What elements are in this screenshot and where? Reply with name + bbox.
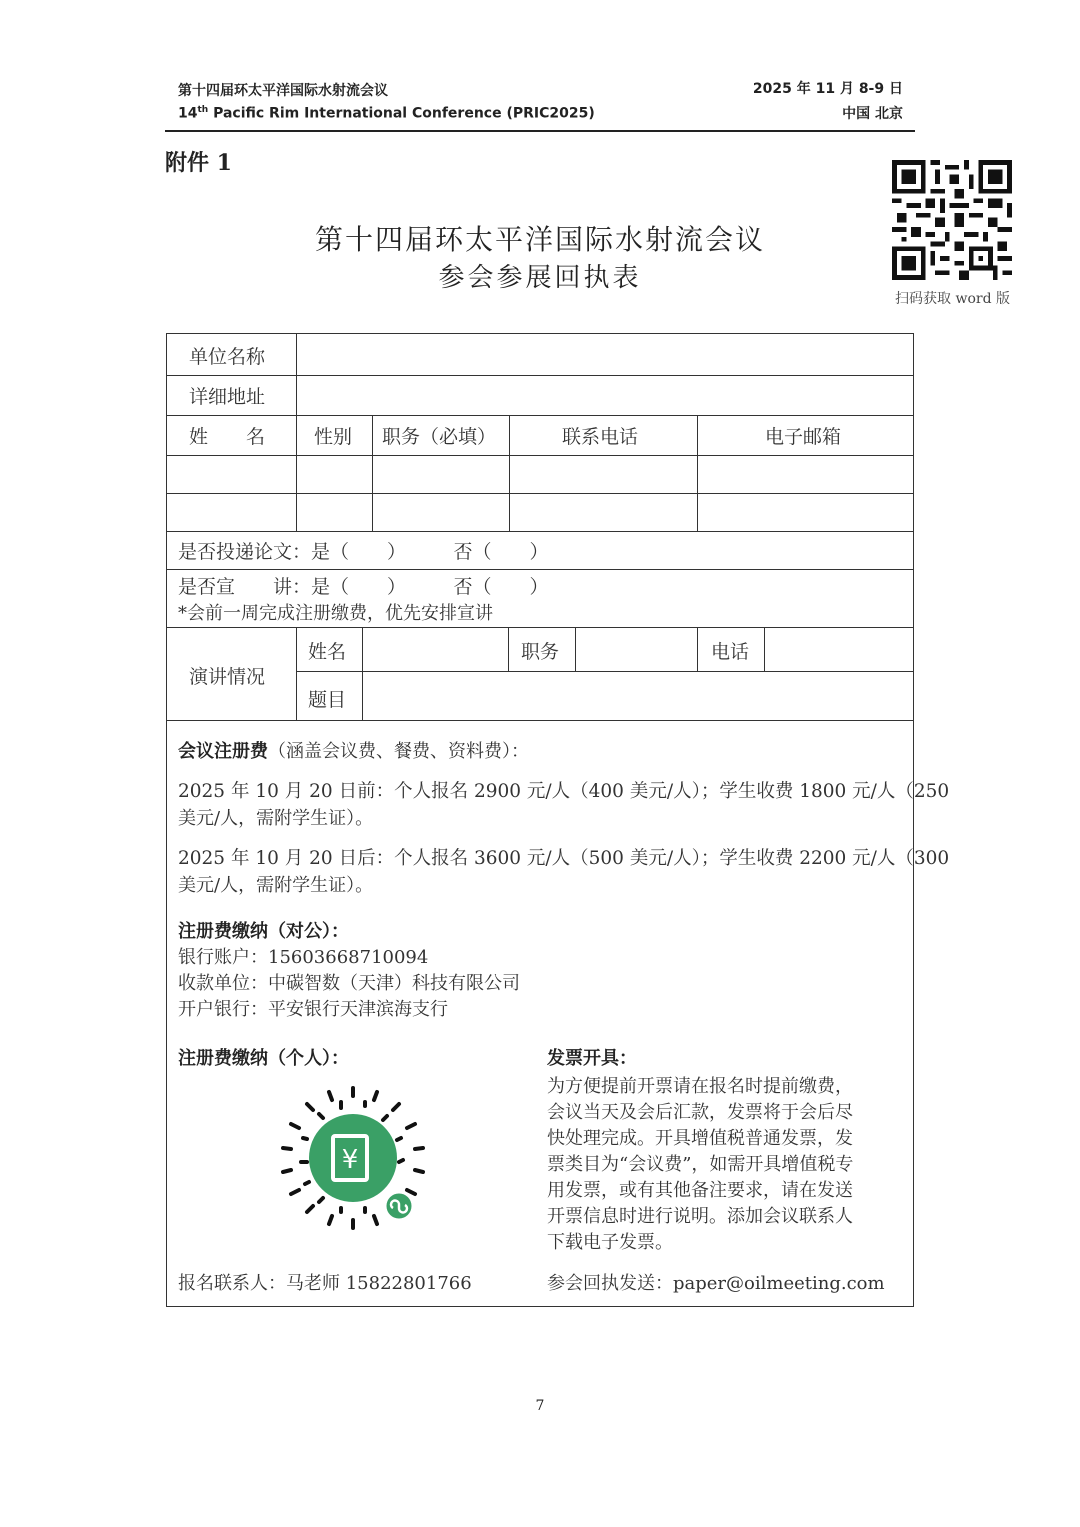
unit-name-field[interactable] — [307, 336, 907, 373]
col-divider — [697, 415, 698, 531]
col-header-position: 职务（必填） — [382, 426, 497, 448]
paper-submission-question: 是否投递论文：是（ ） 否（ ） — [178, 541, 549, 563]
speech-position-label: 职务 — [521, 641, 560, 663]
row-divider — [167, 415, 913, 416]
invoice-heading: 发票开具： — [547, 1048, 637, 1069]
col-header-phone: 联系电话 — [562, 426, 639, 448]
invoice-line: 开票信息时进行说明。添加会议联系人 — [547, 1206, 853, 1227]
row-divider — [167, 531, 913, 532]
col-divider — [296, 415, 297, 531]
col-divider — [296, 334, 297, 415]
header-divider — [165, 130, 915, 132]
col-divider — [296, 627, 297, 720]
row-divider — [297, 671, 913, 672]
col-divider — [362, 627, 363, 720]
speech-note: *会前一周完成注册缴费，优先安排宣讲 — [178, 603, 493, 624]
payment-qr-code-icon[interactable] — [279, 1084, 427, 1232]
col-divider — [575, 627, 576, 671]
invoice-line: 为方便提前开票请在报名时提前缴费， — [547, 1076, 853, 1097]
row-divider — [167, 493, 913, 494]
speech-topic-label: 题目 — [308, 689, 347, 711]
bank-name: 开户银行：平安银行天津滨海支行 — [178, 999, 448, 1020]
receipt-send-to[interactable]: 参会回执发送：paper@oilmeeting.com — [547, 1273, 885, 1294]
speech-phone-label: 电话 — [711, 641, 750, 663]
bank-account: 银行账户：15603668710094 — [178, 947, 429, 968]
attachment-label: 附件 1 — [165, 150, 232, 176]
word-version-qr-code-icon[interactable] — [891, 160, 1013, 280]
registration-form — [166, 333, 950, 1307]
header-date: 2025 年 11 月 8-9 日 — [752, 81, 903, 97]
fee-after-line1: 2025 年 10 月 20 日后：个人报名 3600 元/人（500 美元/人）；学生收费 2200 元/人（300 — [178, 848, 950, 869]
page-number: 7 — [535, 1398, 545, 1414]
invoice-line: 快处理完成。开具增值税普通发票，发 — [547, 1128, 853, 1149]
payee: 收款单位：中碳智数（天津）科技有限公司 — [178, 973, 520, 994]
yuan-symbol: ¥ — [341, 1145, 359, 1175]
col-header-email: 电子邮箱 — [765, 426, 842, 448]
header-title-en: 14th Pacific Rim International Conference (PRIC2025) — [178, 105, 595, 122]
invoice-line: 用发票，或有其他备注要求，请在发送 — [547, 1180, 853, 1201]
header-location: 中国 北京 — [842, 106, 903, 122]
header-title-cn: 第十四届环太平洋国际水射流会议 — [178, 83, 388, 99]
address-label: 详细地址 — [189, 386, 266, 408]
row-divider — [167, 455, 913, 456]
col-header-name: 姓 名 — [189, 426, 266, 448]
doc-title-line2: 参会参展回执表 — [438, 263, 642, 293]
fee-heading: 会议注册费（涵盖会议费、餐费、资料费）： — [178, 741, 529, 762]
qr-caption: 扫码获取 word 版 — [895, 291, 1010, 307]
row-divider — [167, 720, 913, 721]
corporate-payment-heading: 注册费缴纳（对公）： — [178, 921, 349, 942]
speech-question: 是否宣 讲：是（ ） 否（ ） — [178, 576, 549, 598]
invoice-line: 票类目为“会议费”，如需开具增值税专 — [547, 1154, 854, 1175]
row-divider — [167, 627, 913, 628]
col-divider — [508, 627, 509, 671]
attendee-name-field[interactable] — [169, 458, 294, 491]
col-divider — [697, 627, 698, 671]
col-header-gender: 性别 — [314, 426, 353, 448]
row-divider — [167, 569, 913, 570]
unit-name-label: 单位名称 — [189, 346, 266, 368]
invoice-line: 下载电子发票。 — [547, 1232, 673, 1253]
col-divider — [764, 627, 765, 671]
speech-section-label: 演讲情况 — [189, 666, 266, 688]
doc-title-line1: 第十四届环太平洋国际水射流会议 — [314, 223, 765, 256]
col-divider — [372, 415, 373, 531]
address-field[interactable] — [307, 377, 907, 413]
speech-name-label: 姓名 — [308, 641, 347, 663]
personal-payment-heading: 注册费缴纳（个人）： — [178, 1048, 349, 1069]
fee-after-line2: 美元/人，需附学生证）。 — [178, 875, 374, 896]
col-divider — [509, 415, 510, 531]
invoice-line: 会议当天及会后汇款，发票将于会后尽 — [547, 1102, 853, 1123]
fee-before-line2: 美元/人，需附学生证）。 — [178, 808, 374, 829]
row-divider — [167, 375, 913, 376]
fee-before-line1: 2025 年 10 月 20 日前：个人报名 2900 元/人（400 美元/人）；学生收费 1800 元/人（250 — [178, 781, 950, 802]
attendee-name-field[interactable] — [169, 496, 294, 529]
contact-person: 报名联系人：马老师 15822801766 — [178, 1273, 472, 1294]
